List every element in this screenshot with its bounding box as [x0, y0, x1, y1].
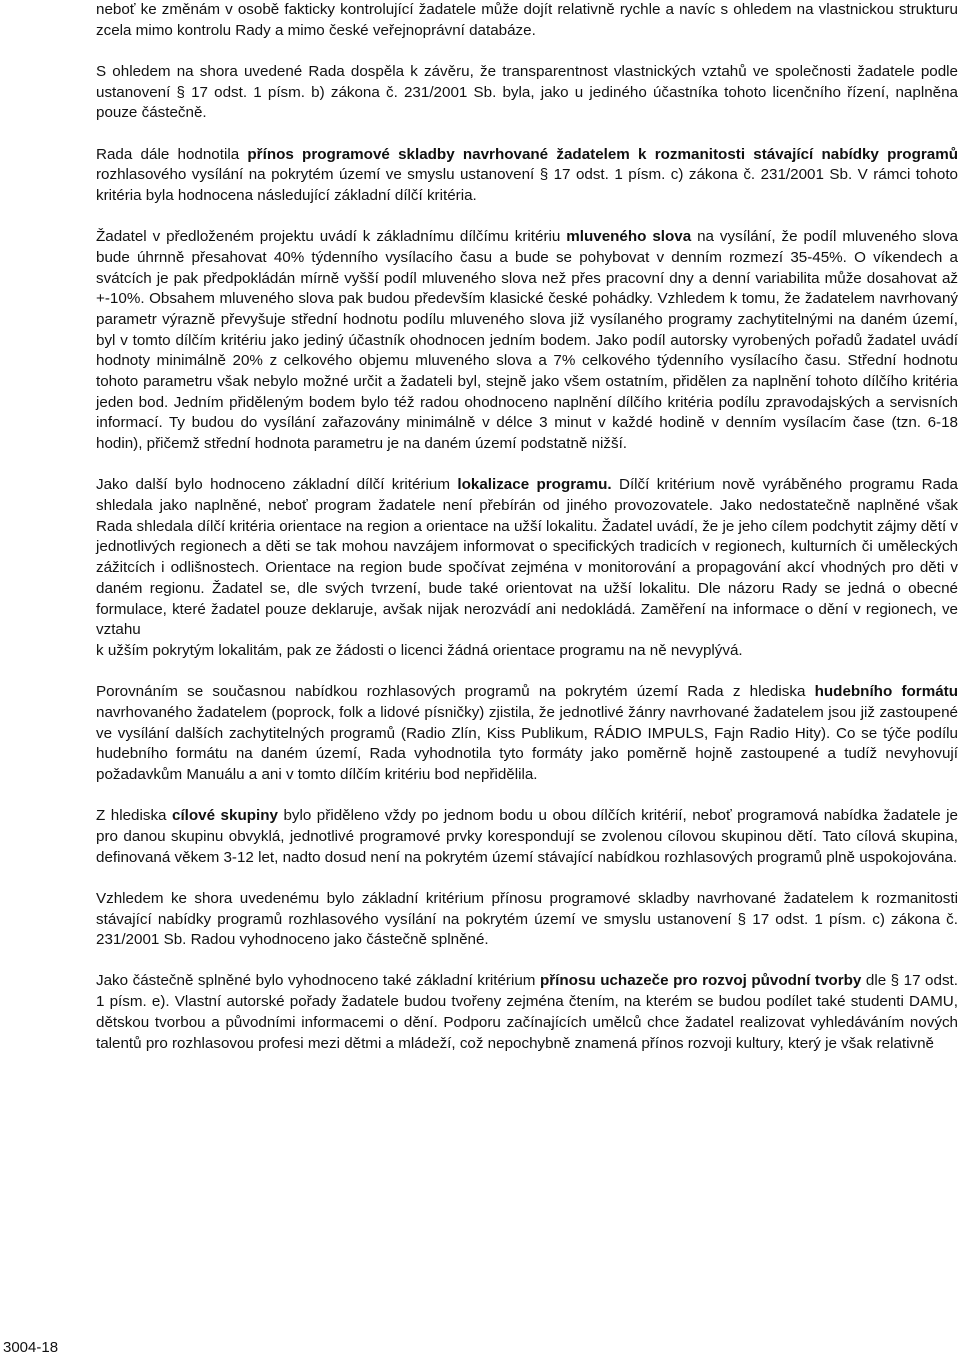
bold-phrase: přínosu uchazeče pro rozvoj původní tvorby — [539, 972, 862, 990]
paragraph-target-group — [96, 806, 958, 868]
text-segment: rozhlasového vysílání na pokrytém území ve smyslu ustanovení § 17 odst. 1 písm. c) zákona č. 231/2001 Sb. V rámci tohoto kritéria byla hodnocena následující základní dílčí kritéria. — [96, 166, 958, 204]
bold-phrase: přínos programové skladby navrhované žadatelem k rozmanitosti stávající nabídky programů — [247, 145, 958, 163]
text-segment: Z hlediska — [96, 807, 172, 825]
bold-phrase: lokalizace programu. — [457, 476, 612, 494]
text-segment: Jako další bylo hodnoceno základní dílčí kritérium — [96, 476, 458, 494]
paragraph-localization — [96, 475, 958, 661]
text-segment: na vysílání, že podíl mluveného slova bude úhrnně přesahovat 40% týdenního vysílacího času a bude se pohybovat v denním rozmezí 35-45%. O víkendech a svátcích je pak předpokládán mírně vyšší podíl mluveného slova než přes pracovní dny a denní variabilita může dosahovat až +-10%. Obsahem mluveného slova pak budou především klasické české pohádky. Vzhledem k tomu, že žadatelem navrhovaný parametr výrazně převyšuje střední hodnotu podílu mluveného slova již vysílaného programy zachytitelnými na daném území, byl v tomto dílčím kritériu jako jediný účastník ohodnocen jedním bodem. Jako podíl autorsky vyrobených pořadů žadatel uvádí hodnoty minimálně 20% z celkového objemu mluveného slova a 7% celkového týdenního vysílacího času. Střední hodnotu tohoto parametru však nebylo možné určit a žadateli byl, stejně jako všem ostatním, přidělen za naplnění tohoto dílčího kritéria jeden bod. Jedním přiděleným bodem bylo též radou ohodnoceno naplnění dílčího kritéria podílu zpravodajských a servisních informací. Ty budou do vysílání zařazovány minimálně v délce 3 minut v každé hodině v denním vysílacím čase (tzn. 6-18 hodin), přičemž střední hodnota parametru je na daném území podstatně nižší. — [96, 228, 958, 453]
paragraph-music-format — [96, 682, 958, 786]
text-segment: bylo přiděleno vždy po jednom bodu u obou dílčích kritérií, neboť programová nabídka žadatele je pro danou skupinu obvyklá, jednotlivé programové prvky korespondují se zvolenou cílovou skupinou dětí. Tato cílová skupina, definovaná věkem 3-12 let, nadto dosud není na pokrytém území stávající nabídkou rozhlasových programů plně uspokojována. — [96, 807, 958, 866]
paragraph-program-contribution — [96, 145, 958, 207]
text-segment: Žadatel v předloženém projektu uvádí k základnímu dílčímu kritériu — [96, 228, 567, 246]
document-code: 3004-18 — [3, 1339, 59, 1356]
paragraph-transparency-conclusion — [96, 62, 958, 124]
bold-phrase: mluveného slova — [566, 228, 692, 246]
text-segment: dle § 17 odst. 1 písm. e). Vlastní autorské pořady žadatele budou tvořeny zejména čtením, na kterém se budou podílet také studenti DAMU, dětskou tvorbou a původními informacemi o dění. Podporu začínajících umělců chce žadatel realizovat vyhledáváním nových talentů pro rozhlasovou profesi mezi dětmi a mládeží, což nepochybně znamená přínos rozvoji kultury, který je však relativně — [96, 972, 958, 1052]
text-segment: navrhovaného žadatelem (poprock, folk a lidové písničky) zjistila, že jednotlivé žánry navrhované žadatelem jsou již zastoupené ve vysílání dalších zachytitelných programů (Radio Zlín, Kiss Publikum, RÁDIO IMPULS, Fajn Radio Hity). Co se týče podílu hudebního formátu na daném území, Rada vyhodnotila tyto formáty jako poměrně hojně zastoupené a tudíž nevyhovují požadavkům Manuálu a ani v tomto dílčím kritériu bod nepřidělila. — [96, 703, 958, 783]
text-segment: neboť ke změnám v osobě fakticky kontrolující žadatele může dojít relativně rychle a navíc s ohledem na vlastnickou strukturu zcela mimo kontrolu Rady a mimo české veřejnoprávní databáze. — [96, 1, 958, 39]
bold-phrase: hudebního formátu — [814, 683, 958, 701]
paragraph-program-summary — [96, 889, 958, 951]
text-segment: Vzhledem ke shora uvedenému bylo základní kritérium přínosu programové skladby navrhované žadatelem k rozmanitosti stávající nabídky programů rozhlasového vysílání na pokrytém území ve smyslu ustanovení § 17 odst. 1 písm. c) zákona č. 231/2001 Sb. Radou vyhodnoceno jako částečně splněné. — [96, 889, 958, 949]
text-segment-continuation: k užším pokrytým lokalitám, pak ze žádosti o licenci žádná orientace programu na ně nevyplývá. — [96, 641, 743, 659]
paragraph-original-production — [96, 971, 958, 1054]
document-page — [96, 0, 958, 1054]
paragraph-spoken-word — [96, 227, 958, 455]
text-segment: Rada dále hodnotila — [96, 145, 248, 163]
text-segment: Jako částečně splněné bylo vyhodnoceno také základní kritérium — [96, 972, 540, 990]
text-segment: Porovnáním se současnou nabídkou rozhlasových programů na pokrytém území Rada z hlediska — [96, 683, 815, 701]
text-segment: S ohledem na shora uvedené Rada dospěla k závěru, že transparentnost vlastnických vztahů ve společnosti žadatele podle ustanovení § 17 odst. 1 písm. b) zákona č. 231/2001 Sb. byla, jako u jediného účastníka tohoto licenčního řízení, naplněna pouze částečně. — [96, 62, 958, 122]
bold-phrase: cílové skupiny — [172, 807, 278, 825]
text-segment: Dílčí kritérium nově vyráběného programu Rada shledala jako naplněné, neboť program žadatele není přebírán od jiného provozovatele. Jako nedostatečně naplněné však Rada shledala dílčí kritéria orientace na region a orientace na užší lokalitu. Žadatel uvádí, že je jeho cílem podchytit zájmy dětí v jednotlivých regionech a děti se tak mohou navzájem informovat o specifických tradicích v regionech, kulturních či uměleckých zážitcích i odlišnostech. Orientace na region bude spočívat zejména v monitorování a propagování akcí vhodných pro děti v daném regionu. Žadatel se, dle svých tvrzení, bude také orientovat na užší lokalitu. Dle názoru Rady se jedná o obecné formulace, které žadatel pouze deklaruje, avšak nijak nerozvádí ani nedokládá. Zaměření na informace o dění v regionech, ve vztahu — [96, 476, 958, 639]
paragraph-ownership-continuation — [96, 0, 958, 41]
